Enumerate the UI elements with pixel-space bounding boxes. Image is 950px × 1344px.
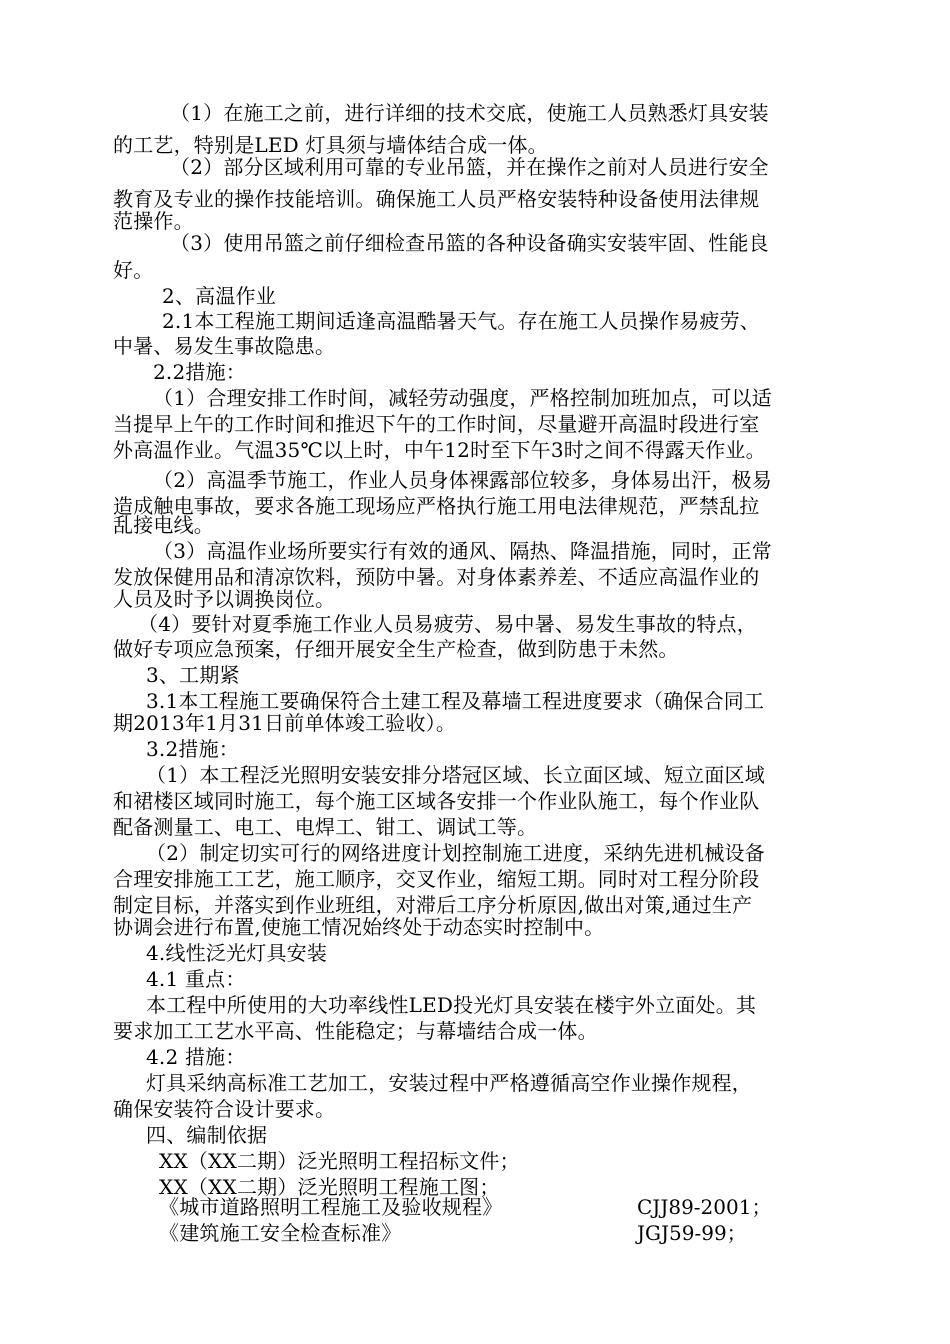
text-line: 期2013年1月31日前单体竣工验收）。 [113,711,457,735]
text-line: 中暑、易发生事故隐患。 [113,334,336,358]
text-line: 确保安装符合设计要求。 [113,1097,336,1121]
reference-item: XX（XX二期）泛光照明工程招标文件； [159,1149,520,1173]
text-line: 2.2措施： [153,360,247,384]
text-line: 3.1本工程施工要确保符合土建工程及幕墙工程进度要求（确保合同工 [146,689,765,713]
section-heading: 4.线性泛光灯具安装 [146,941,328,965]
text-line: （2）部分区域利用可靠的专业吊篮，并在操作之前对人员进行安全 [170,155,769,179]
section-heading: 2、高温作业 [162,284,276,308]
text-line: （2）高温季节施工，作业人员身体裸露部位较多，身体易出汗，极易 [153,468,772,492]
text-line: 教育及专业的操作技能培训。确保施工人员严格安装特种设备使用法律规 [113,187,760,211]
text-line: 人员及时予以调换岗位。 [113,587,336,611]
text-line: 配备测量工、电工、电焊工、钳工、调试工等。 [113,815,538,839]
text-line: （1）合理安排工作时间，减轻劳动强度，严格控制加班加点，可以适 [153,386,772,410]
text-line: 外高温作业。气温35℃以上时，中午12时至下午3时之间不得露天作业。 [113,438,766,462]
reference-code: CJJ89-2001； [637,1195,772,1219]
text-line: 灯具采纳高标准工艺加工，安装过程中严格遵循高空作业操作规程， [146,1071,752,1095]
text-line: （2）制定切实可行的网络进度计划控制施工进度，采纳先进机械设备 [146,841,765,865]
text-line: 协调会进行布置,使施工情况始终处于动态实时控制中。 [113,915,605,939]
reference-code: JGJ59-99； [637,1221,747,1245]
text-line: 好。 [113,258,154,282]
section-heading: 四、编制依据 [146,1123,268,1147]
text-line: 本工程中所使用的大功率线性LED投光灯具安装在楼宇外立面处。其 [146,993,757,1017]
text-line: （3）高温作业场所要实行有效的通风、隔热、降温措施，同时，正常 [153,539,772,563]
section-heading: 3、工期紧 [146,663,240,687]
text-line: 和裙楼区域同时施工，每个施工区域各安排一个作业队施工，每个作业队 [113,789,760,813]
reference-title: 《建筑施工安全检查标准》 [159,1221,402,1245]
reference-title: 《城市道路照明工程施工及验收规程》 [159,1195,503,1219]
text-line: 发放保健用品和清凉饮料，预防中暑。对身体素养差、不适应高温作业的 [113,565,760,589]
text-line: 4.1 重点： [146,967,246,991]
text-line: 2.1本工程施工期间适逢高温酷暑天气。存在施工人员操作易疲劳、 [162,309,761,333]
text-line: 乱接电线。 [113,513,214,537]
text-line: 范操作。 [113,209,194,233]
text-line: 要求加工工艺水平高、性能稳定；与幕墙结合成一体。 [113,1019,598,1043]
text-line: 合理安排施工工艺，施工顺序，交叉作业，缩短工期。同时对工程分阶段 [113,867,760,891]
text-line: 做好专项应急预案，仔细开展安全生产检查，做到防患于未然。 [113,637,679,661]
text-line: （1）本工程泛光照明安装安排分塔冠区域、长立面区域、短立面区域 [146,763,765,787]
reference-item: XX（XX二期）泛光照明工程施工图； [159,1175,500,1199]
text-line: 制定目标，并落实到作业班组，对滞后工序分析原因,做出对策,通过生产 [113,893,753,917]
text-line: （1）在施工之前，进行详细的技术交底，使施工人员熟悉灯具安装 [170,101,769,125]
text-line: （4）要针对夏季施工作业人员易疲劳、易中暑、易发生事故的特点， [138,612,757,636]
text-line: 3.2措施： [146,737,240,761]
text-line: （3）使用吊篮之前仔细检查吊篮的各种设备确实安装牢固、性能良 [170,231,769,255]
text-line: 当提早上午的工作时间和推迟下午的工作时间，尽量避开高温时段进行室 [113,412,760,436]
text-line: 的工艺，特别是LED 灯具须与墙体结合成一体。 [113,133,548,157]
text-line: 4.2 措施： [146,1045,246,1069]
text-line: 造成触电事故，要求各施工现场应严格执行施工用电法律规范，严禁乱拉 [113,494,760,518]
